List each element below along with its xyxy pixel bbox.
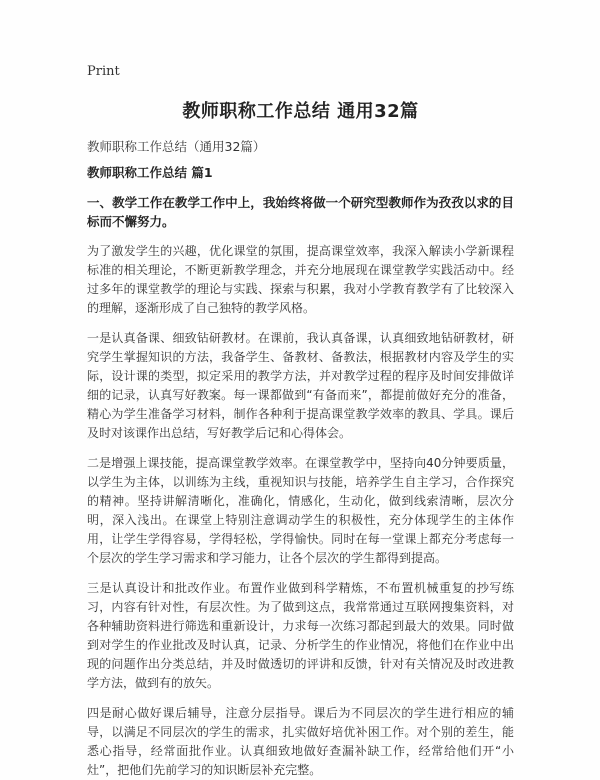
section-heading: 教师职称工作总结 篇1	[87, 165, 213, 180]
paragraph-section-1-heading: 一、教学工作在教学工作中上，我始终将做一个研究型教师作为孜孜以求的目标而不懈努力。	[87, 195, 514, 229]
paragraph: 四是耐心做好课后辅导，注意分层指导。课后为不同层次的学生进行相应的辅导，以满足不同层次的学生的需求，扎实做好培优补困工作。对个别的差生，能悉心指导，经常面批作业。认真细致地做好查漏补缺工作，经常给他们开“小灶”，把他们先前学习的知识断层补充完整。	[87, 706, 514, 777]
document-title: 教师职称工作总结 通用32篇	[182, 101, 419, 122]
title-row	[87, 97, 514, 123]
paragraph: 为了激发学生的兴趣，优化课堂的氛围，提高课堂效率，我深入解读小学新课程标准的相关理论，不断更新教学理念，并充分地展现在课堂教学实践活动中。经过多年的课堂教学的理论与实践、探索与积累，我对小学教育教学有了比较深入的理解，逐渐形成了自己独特的教学风格。	[87, 244, 514, 315]
document-subtitle: 教师职称工作总结（通用32篇）	[87, 139, 266, 154]
paragraph: 一是认真备课、细致钻研教材。在课前，我认真备课，认真细致地钻研教材，研究学生掌握知识的方法，我备学生、备教材、备教法，根据教材内容及学生的实际，设计课的类型，拟定采用的教学方法，并对教学过程的程序及时间安排做详细的记录，认真写好教案。每一课都做到“有备而来”，都提前做好充分的准备，精心为学生准备学习材料，制作各种利于提高课堂教学效率的教具、学具。课后及时对该课作出总结，写好教学后记和心得体会。	[87, 331, 514, 440]
paragraph: 二是增强上课技能，提高课堂教学效率。在课堂教学中，坚持向40分钟要质量，以学生为主体，以训练为主线，重视知识与技能，培养学生自主学习，合作探究的精神。坚持讲解清晰化，准确化，情感化，生动化，做到线索清晰，层次分明，深入浅出。在课堂上特别注意调动学生的积极性，充分体现学生的主体作用，让学生学得容易，学得轻松，学得愉快。同时在每一堂课上都充分考虑每一个层次的学生学习需求和学习能力，让各个层次的学生都得到提高。	[87, 456, 514, 565]
print-button[interactable]: Print	[87, 64, 120, 79]
paragraph: 三是认真设计和批改作业。布置作业做到科学精炼，不布置机械重复的抄写练习，内容有针对性，有层次性。为了做到这点，我常常通过互联网搜集资料，对各种辅助资料进行筛选和重新设计，力求每一次练习都起到最大的效果。同时做到对学生的作业批改及时认真，记录、分析学生的作业情况，将他们在作业中出现的问题作出分类总结，并及时做透切的评讲和反馈，针对有关情况及时改进教学方法，做到有的放矢。	[87, 581, 514, 690]
